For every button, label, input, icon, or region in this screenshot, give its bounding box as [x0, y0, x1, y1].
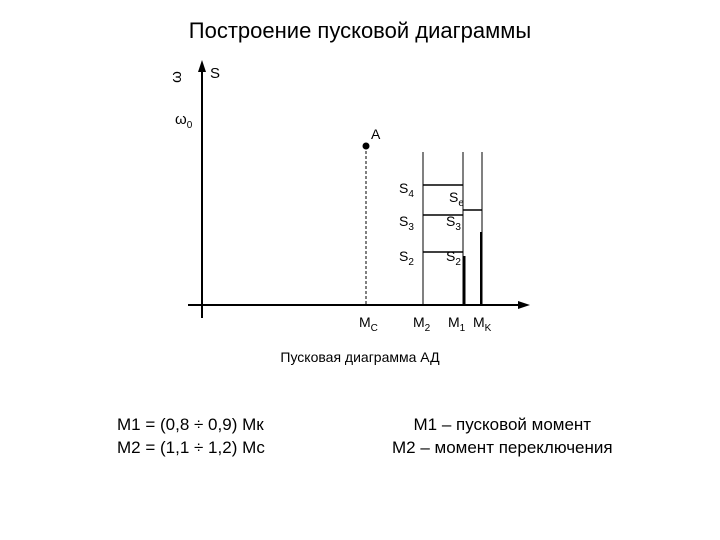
axis-omega-label: ω	[168, 71, 185, 83]
se-label: $S_e$	[449, 189, 464, 209]
formula-m2: M2 = (1,1 ÷ 1,2) Мс	[117, 438, 265, 457]
point-a-label: A	[371, 126, 381, 142]
formulas-right	[392, 413, 613, 459]
diagram-caption: Пусковая диаграмма АД	[280, 349, 440, 365]
mc-label: $M_C$	[359, 314, 378, 334]
axis-s-label: S	[210, 65, 221, 82]
omega-axis-arrow	[198, 60, 206, 72]
s3-right-label: $S_3$	[446, 213, 461, 233]
formula-m1: M1 = (0,8 ÷ 0,9) Мк	[117, 415, 264, 434]
s2-left-label: $S_2$	[399, 248, 414, 268]
definition-m1: M1 – пусковой момент	[413, 415, 592, 434]
m2-label: $M_2$	[413, 314, 431, 334]
s4-label: $S_4$	[399, 180, 414, 200]
s2-right-label: $S_2$	[446, 248, 461, 268]
mk-label: $M_K$	[473, 314, 492, 334]
m1-label: $M_1$	[448, 314, 466, 334]
omega0-label: $\omega_0$	[175, 111, 193, 131]
page-title: Построение пусковой диаграммы	[188, 18, 532, 43]
definition-m2: M2 – момент переключения	[392, 438, 613, 457]
s3-left-label: $S_3$	[399, 213, 414, 233]
m-axis-arrow	[518, 301, 530, 309]
formulas-left	[117, 413, 265, 459]
